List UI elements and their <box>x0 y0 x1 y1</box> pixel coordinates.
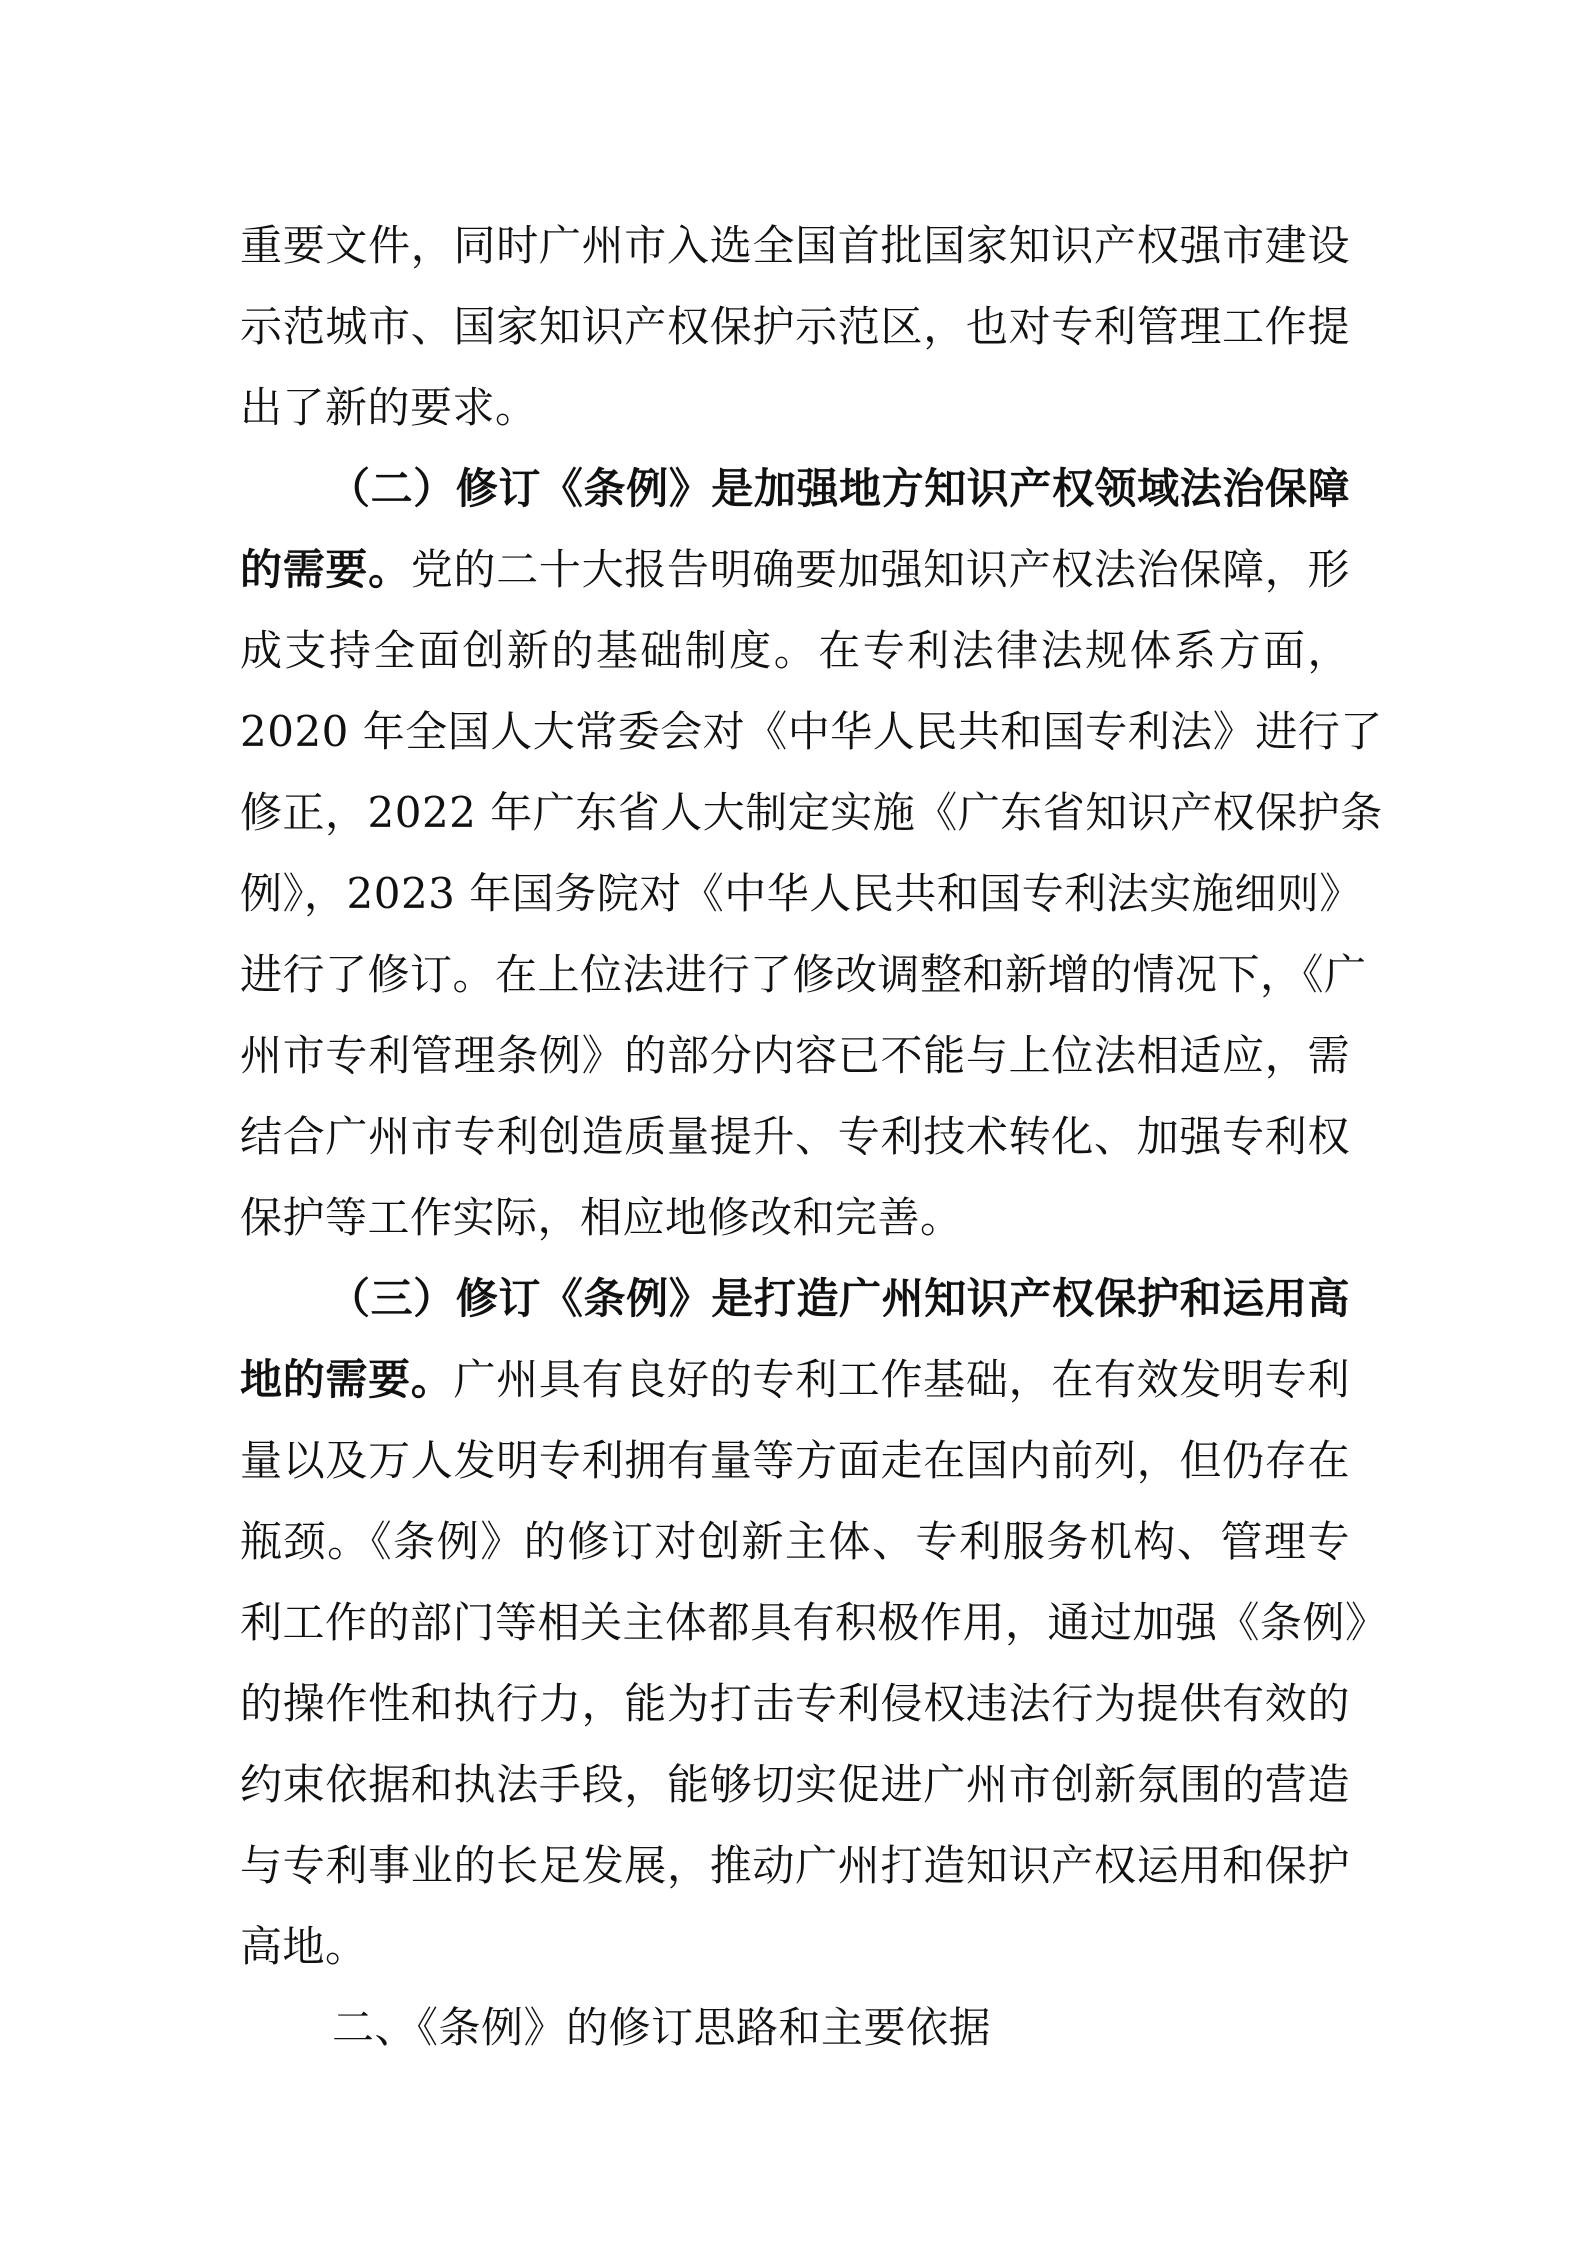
paragraph-2-heading-tail: 的需要。 <box>240 545 411 594</box>
year-2020: 2020 <box>240 707 349 756</box>
paragraph-1-line-2: 示范城市、国家知识产权保护示范区，也对专利管理工作提 <box>240 302 1350 351</box>
paragraph-2-line-2-text: 党的二十大报告明确要加强知识产权法治保障，形 <box>410 545 1350 594</box>
paragraph-3 <box>240 1258 1388 1987</box>
paragraph-2-line-6-pre: 例》， <box>240 869 347 918</box>
paragraph-2-line-4 <box>240 691 1383 772</box>
paragraph-2-heading: （二）修订《条例》是加强地方知识产权领域法治保障 <box>328 464 1350 513</box>
paragraph-2-line-4-text: 年全国人大常委会对《中华人民共和国专利法》进行了 <box>348 707 1383 756</box>
document-body <box>240 205 1388 2068</box>
paragraph-2-line-2 <box>240 529 1350 610</box>
year-2022: 2022 <box>367 788 477 837</box>
paragraph-2-line-5-text: 年广东省人大制定实施《广东省知识产权保护条 <box>476 788 1383 837</box>
paragraph-1-line-3: 出了新的要求。 <box>240 383 538 432</box>
paragraph-2-line-9: 结合广州市专利创造质量提升、专利技术转化、加强专利权 <box>240 1112 1350 1161</box>
paragraph-3-heading-tail: 地的需要。 <box>240 1355 454 1404</box>
paragraph-2-line-8: 州市专利管理条例》的部分内容已不能与上位法相适应，需 <box>240 1031 1350 1080</box>
paragraph-2 <box>240 448 1383 1258</box>
paragraph-3-line-6: 的操作性和执行力，能为打击专利侵权违法行为提供有效的 <box>240 1679 1350 1728</box>
paragraph-2-line-5 <box>240 772 1383 853</box>
paragraph-3-line-7: 约束依据和执法手段，能够切实促进广州市创新氛围的营造 <box>240 1760 1350 1809</box>
paragraph-2-line-10: 保护等工作实际，相应地修改和完善。 <box>240 1193 963 1242</box>
paragraph-3-line-4: 瓶颈。《条例》的修订对创新主体、专利服务机构、管理专 <box>240 1517 1350 1566</box>
paragraph-2-line-6-text: 年国务院对《中华人民共和国专利法实施细则》 <box>455 869 1362 918</box>
paragraph-1-line-1: 重要文件，同时广州市入选全国首批国家知识产权强市建设 <box>240 221 1350 270</box>
paragraph-1 <box>240 205 1350 448</box>
section-heading: 二、《条例》的修订思路和主要依据 <box>332 2003 992 2052</box>
paragraph-3-line-5: 利工作的部门等相关主体都具有积极作用，通过加强《条例》 <box>240 1598 1388 1647</box>
paragraph-3-line-2-text: 广州具有良好的专利工作基础，在有效发明专利 <box>453 1355 1350 1404</box>
paragraph-2-line-6 <box>240 853 1362 934</box>
paragraph-3-line-9: 高地。 <box>240 1922 368 1971</box>
paragraph-2-line-7: 进行了修订。在上位法进行了修改调整和新增的情况下，《广 <box>240 950 1367 999</box>
paragraph-3-line-2 <box>240 1339 1350 1420</box>
paragraph-3-heading: （三）修订《条例》是打造广州知识产权保护和运用高 <box>328 1274 1350 1323</box>
paragraph-3-line-8: 与专利事业的长足发展，推动广州打造知识产权运用和保护 <box>240 1841 1350 1890</box>
paragraph-3-line-3: 量以及万人发明专利拥有量等方面走在国内前列，但仍存在 <box>240 1436 1350 1485</box>
paragraph-2-line-5-pre: 修正， <box>240 788 368 837</box>
paragraph-2-line-3: 成支持全面创新的基础制度。在专利法律法规体系方面， <box>240 626 1350 675</box>
year-2023: 2023 <box>346 869 456 918</box>
